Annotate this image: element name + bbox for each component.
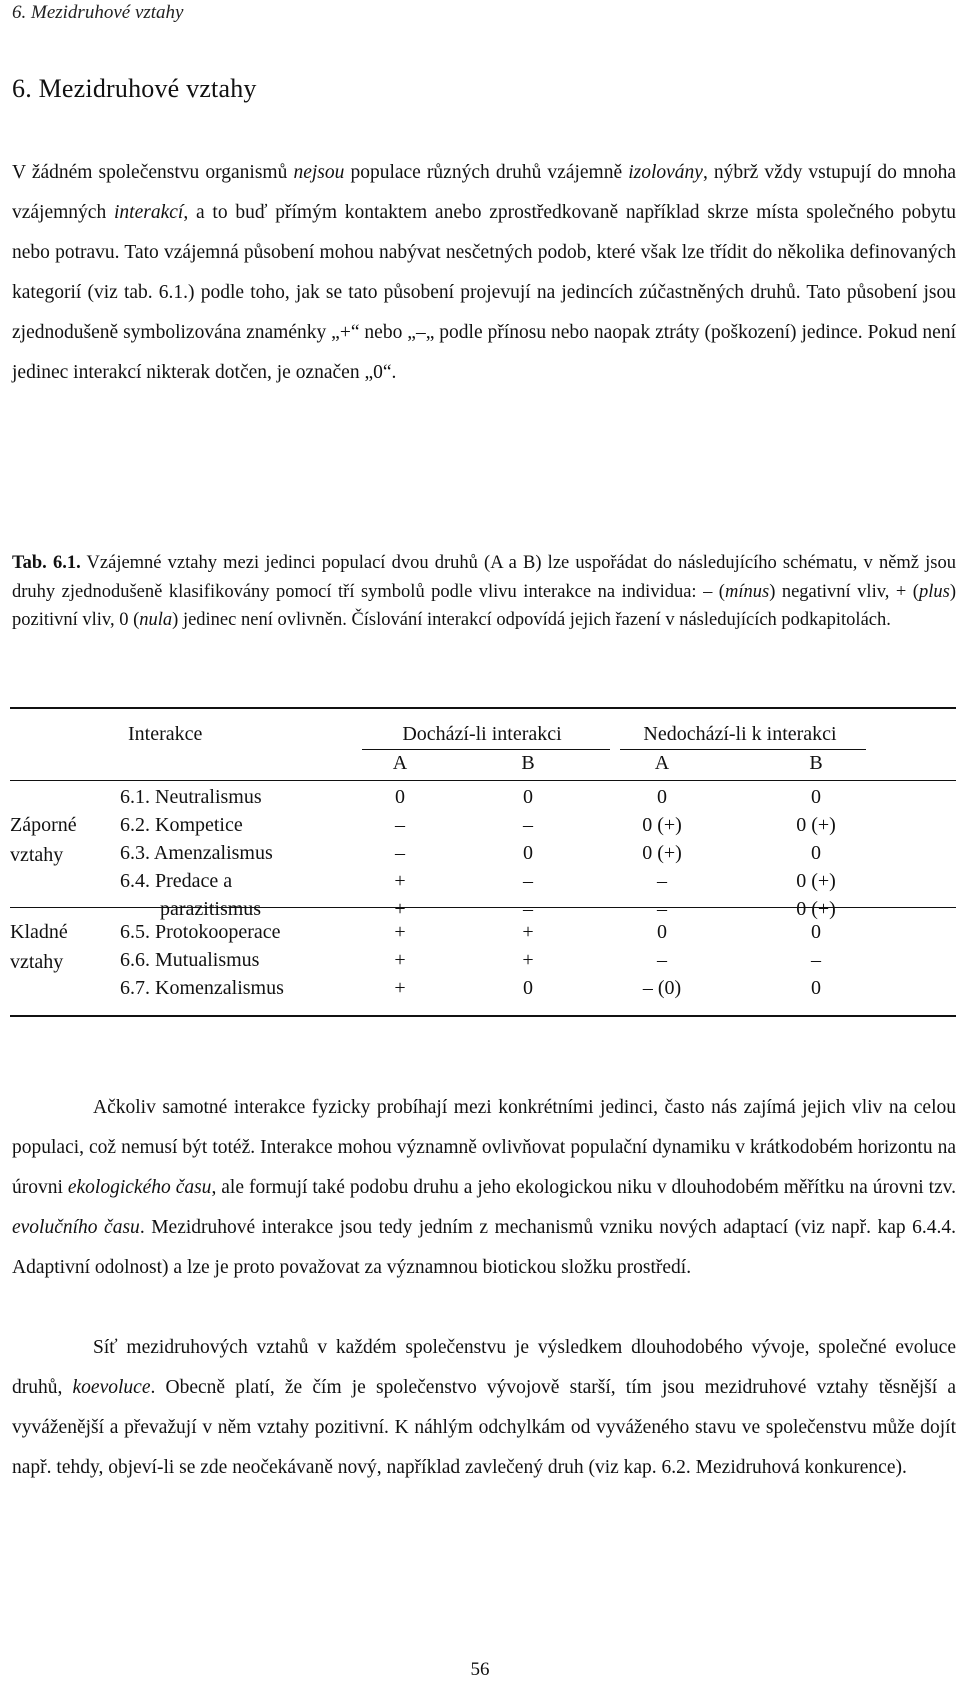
row-b2: 0	[811, 842, 821, 864]
row-b2: 0 (+)	[796, 898, 836, 920]
row-b1: +	[522, 921, 534, 943]
header-b1: B	[521, 752, 535, 774]
row-b2: 0 (+)	[796, 870, 836, 892]
row-b1: 0	[523, 977, 533, 999]
row-a2: –	[657, 898, 667, 920]
paragraph-coevolution: Síť mezidruhových vztahů v každém společenstvu je výsledkem dlouhodobého vývoje, společné evoluce druhů, koevoluce. Obecně platí, že čím je společenstvo vývojově starší, tím jsou mezidruhové vztahy těsnější a vyváženější a převažují v něm vztahy pozitivní. K náhlým odchylkám od vyváženého stavu ve společenstvu může dojít např. tehdy, objeví-li se zde neočekávaně nový, například zavlečený druh (viz kap. 6.2. Mezidruhová konkurence).	[12, 1337, 957, 1478]
header-b2: B	[809, 752, 823, 774]
row-name: 6.3. Amenzalismus	[120, 842, 273, 864]
page-number: 56	[470, 1659, 490, 1680]
interactions-table	[10, 707, 956, 1017]
row-b2: 0	[811, 977, 821, 999]
row-b1: +	[522, 949, 534, 971]
intro-paragraph: V žádném společenstvu organismů nejsou populace různých druhů vzájemně izolovány, nýbrž vždy vstupují do mnoha vzájemných interakcí, a to buď přímým kontaktem anebo zprostředkovaně například skrze místa společného pobytu nebo potravu. Tato vzájemná působení mohou nabývat nesčetných podob, které však lze třídit do několika definovaných kategorií (viz tab. 6.1.) podle toho, jak se tato působení projevují na jedincích zúčastněných druhů. Tato působení jsou zjednodušeně symbolizována znaménky „+“ nebo „–„ podle přínosu nebo naopak ztráty (poškození) jedince. Pokud není jedinec interakcí nikterak dotčen, je označen „0“.	[12, 162, 957, 383]
paragraph-population-effects: Ačkoliv samotné interakce fyzicky probíhají mezi konkrétními jedinci, často nás zajímá jejich vliv na celou populaci, což nemusí být totéž. Interakce mohou významně ovlivňovat populační dynamiku v krátkodobém horizontu na úrovni ekologického času, ale formují také podobu druhu a jeho ekologickou niku v dlouhodobém měřítku na úrovni tzv. evolučního času. Mezidruhové interakce jsou tedy jedním z mechanismů vzniku nových adaptací (viz např. kap 6.4.4. Adaptivní odolnost) a lze je proto považovat za významnou biotickou složku prostředí.	[12, 1097, 957, 1278]
row-b1: –	[523, 814, 533, 836]
row-a2: –	[657, 949, 667, 971]
row-name: 6.4. Predace a	[120, 870, 233, 892]
row-a2: – (0)	[642, 977, 682, 999]
row-name: 6.5. Protokooperace	[120, 921, 281, 943]
row-a1: +	[394, 977, 406, 999]
group-positive-line2: vztahy	[10, 951, 64, 973]
row-a1: –	[395, 814, 405, 836]
table-caption-label: Tab. 6.1.	[12, 553, 81, 573]
row-a2: 0	[657, 786, 667, 808]
row-b1: –	[523, 898, 533, 920]
row-b2: –	[811, 949, 821, 971]
row-a2: 0	[657, 921, 667, 943]
table-caption: Tab. 6.1. Vzájemné vztahy mezi jedinci populací dvou druhů (A a B) lze uspořádat do následujícího schématu, v němž jsou druhy zjednodušeně klasifikovány pomocí tří symbolů podle vlivu interakce na individua: – (mínus) negativní vliv, + (plus) pozitivní vliv, 0 (nula) jedinec není ovlivněn. Číslování interakcí odpovídá jejich řazení v následujících podkapitolách.	[12, 553, 956, 630]
row-a1: +	[394, 949, 406, 971]
row-name: 6.2. Kompetice	[120, 814, 243, 836]
group-negative-line2: vztahy	[10, 844, 64, 866]
running-head: 6. Mezidruhové vztahy	[12, 2, 184, 23]
group-negative-line1: Záporné	[10, 814, 77, 836]
row-a1: +	[394, 921, 406, 943]
row-a2: –	[657, 870, 667, 892]
row-a1: +	[394, 898, 406, 920]
row-name: 6.1. Neutralismus	[120, 786, 262, 808]
chapter-title: 6. Mezidruhové vztahy	[12, 74, 257, 103]
group-positive-line1: Kladné	[10, 921, 68, 943]
row-a1: –	[395, 842, 405, 864]
row-b2: 0 (+)	[796, 814, 836, 836]
row-b1: 0	[523, 842, 533, 864]
row-name: 6.6. Mutualismus	[120, 949, 260, 971]
header-a2: A	[654, 752, 670, 774]
header-divider	[10, 780, 956, 781]
row-a1: 0	[395, 786, 405, 808]
header-occurs: Dochází-li interakci	[402, 723, 562, 745]
row-b1: 0	[523, 786, 533, 808]
header-a1: A	[392, 752, 408, 774]
header-not-occurs: Nedochází-li k interakci	[643, 723, 837, 745]
row-a1: +	[394, 870, 406, 892]
row-a2: 0 (+)	[642, 814, 682, 836]
row-name: 6.7. Komenzalismus	[120, 977, 284, 999]
row-b1: –	[523, 870, 533, 892]
row-name: parazitismus	[160, 898, 262, 920]
row-a2: 0 (+)	[642, 842, 682, 864]
row-b2: 0	[811, 786, 821, 808]
row-b2: 0	[811, 921, 821, 943]
header-interaction: Interakce	[128, 723, 203, 745]
